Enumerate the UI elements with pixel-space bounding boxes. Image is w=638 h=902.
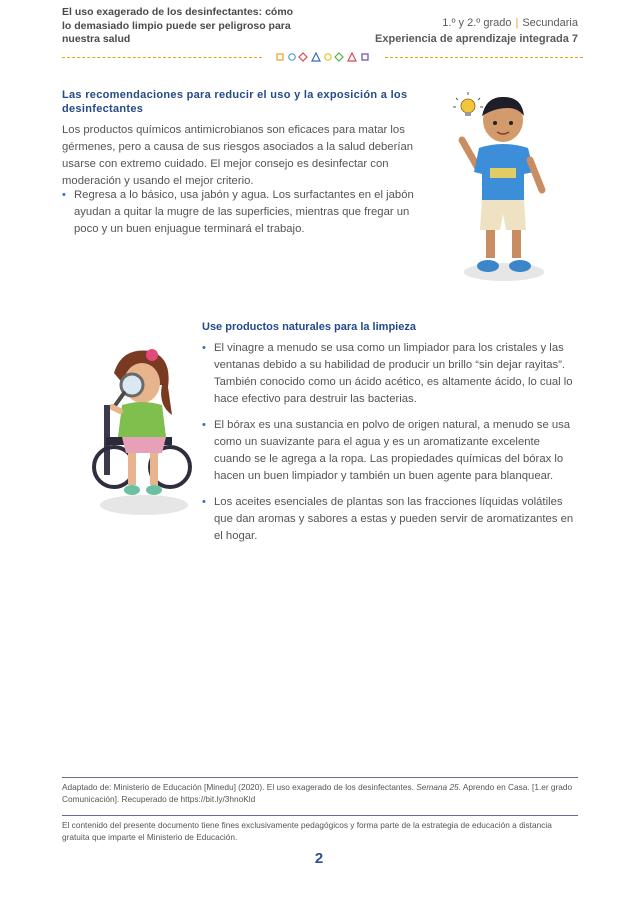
bullet-list — [62, 187, 428, 247]
bullet-icon: • — [202, 342, 206, 354]
grade-level-line — [442, 17, 578, 29]
list-item — [202, 340, 580, 408]
citation-suffix: Aprendo en Casa. [1.er grado Comunicación]. Recuperado de https://bit.ly/3hnoKld — [62, 782, 573, 804]
list-item-text: Regresa a lo básico, usa jabón y agua. Los surfactantes en el jabón ayudan a quitar la mugre de las superficies, mientras que fregar un poco y un buen enjuague terminará el trabajo. — [74, 189, 414, 235]
disclaimer: El contenido del presente documento tiene fines exclusivamente pedagógicos y forma parte de la estrategia de educación a distancia gratuita que imparte el Ministerio de Educación. — [62, 820, 552, 842]
citation-italic: Semana 25. — [416, 782, 461, 792]
girl-wheelchair-illustration — [92, 345, 192, 520]
bullet-icon: • — [202, 496, 206, 508]
decorative-shapes-icon — [275, 51, 375, 63]
separator-bar: | — [515, 17, 519, 29]
source-citation — [62, 781, 578, 805]
section-natural-products-title: Use productos naturales para la limpieza — [202, 321, 416, 333]
footer-divider — [62, 815, 578, 816]
level-label: Secundaria — [522, 17, 578, 29]
list-item — [202, 494, 580, 545]
bullet-icon: • — [202, 419, 206, 431]
document-title: El uso exagerado de los desinfectantes: cómo lo demasiado limpio puede ser peligroso para nuestra salud — [62, 6, 294, 45]
footer-divider — [62, 777, 578, 778]
list-item-text: Los aceites esenciales de plantas son las fracciones líquidas volátiles que dan aromas y sabores a estas y pueden servir de aromatizantes en el hogar. — [214, 496, 574, 542]
list-item — [62, 187, 428, 238]
header-divider-right — [385, 57, 583, 58]
list-item — [202, 417, 580, 485]
boy-pointing-illustration — [448, 90, 558, 286]
bullet-list — [202, 340, 580, 554]
list-item-text: El bórax es una sustancia en polvo de origen natural, a menudo se usa como un suavizante para el agua y es un aromatizante excelente cuando se le agrega a la ropa. Las propiedades químicas del bórax lo hacen un buen limpiador y también un buen agente para blanquear. — [214, 419, 571, 482]
experience-label: Experiencia de aprendizaje integrada 7 — [375, 33, 578, 45]
grade-label: 1.º y 2.º grado — [442, 17, 512, 29]
lightbulb-icon — [453, 92, 483, 116]
bullet-icon: • — [62, 189, 66, 201]
section-recommendations-paragraph: Los productos químicos antimicrobianos son eficaces para matar los gérmenes, pero a causa de sus riesgos asociados a la salud deberían usarse con extremo cuidado. El mejor consejo es desinfectar con moderación y usando el mejor criterio. — [62, 124, 414, 187]
citation-text: Adaptado de: Ministerio de Educación [Minedu] (2020). El uso exagerado de los desinfectantes. — [62, 782, 417, 792]
header-divider-left — [62, 57, 262, 58]
list-item-text: El vinagre a menudo se usa como un limpiador para los cristales y las ventanas debido a su habilidad de producir un brillo “sin dejar rayitas”. También conocido como un ácido acético, es altamente ácido, lo cual lo hace efectivo para destruir las bacterias. — [214, 342, 573, 405]
page-number: 2 — [314, 850, 324, 867]
section-recommendations-title: Las recomendaciones para reducir el uso y la exposición a los desinfectantes — [62, 89, 408, 115]
